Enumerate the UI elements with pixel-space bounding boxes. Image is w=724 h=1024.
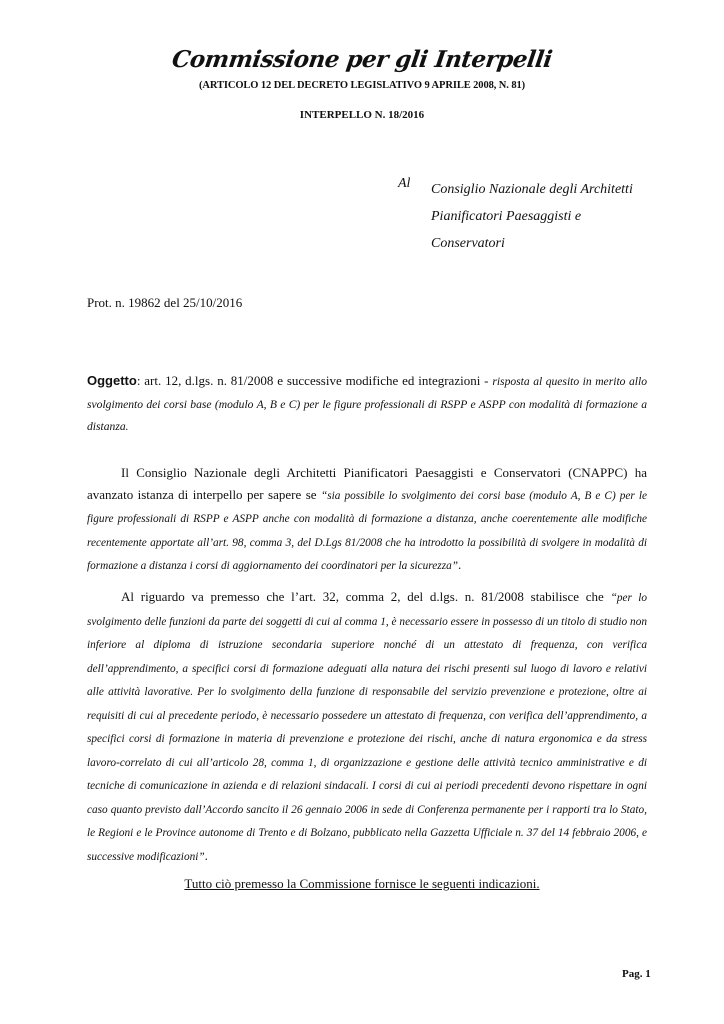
subject-plain: : art. 12, d.lgs. n. 81/2008 e successive modifiche ed integrazioni - bbox=[136, 373, 493, 388]
closing-statement: Tutto ciò premesso la Commissione fornisce le seguenti indicazioni. bbox=[184, 876, 540, 891]
decree-reference: (ARTICOLO 12 DEL DECRETO LEGISLATIVO 9 APRILE 2008, N. 81) bbox=[198, 80, 526, 91]
commission-title: Commissione per gli Interpelli bbox=[170, 46, 554, 73]
addressee-line: Consiglio Nazionale degli Architetti bbox=[431, 182, 633, 197]
paragraph2-quote: “per lo svolgimento delle funzioni da parte dei soggetti di cui al comma 1, è necessario essere in possesso di un titolo di studio non inferiore al diploma di istruzione secondaria superiore nonché di un attestato di frequenza, con verifica dell’apprendimento, a specifici corsi di formazione adeguati alla natura dei rischi presenti sul luogo di lavoro e relativi alle attività lavorative. Per lo svolgimento della funzione di responsabile del servizio prevenzione e protezione, oltre ai requisiti di cui al precedente periodo, è necessario possedere un attestato di frequenza, con verifica dell’apprendimento, a specifici corsi di formazione in materia di prevenzione e protezione dei rischi, anche di natura ergonomica e da stress lavoro-correlato di cui all’articolo 28, comma 1, di organizzazione e gestione delle attività tecnico amministrative e di tecniche di comunicazione in azienda e di relazioni sindacali. I corsi di cui ai periodi precedenti devono rispettare in ogni caso quanto previsto dall’Accordo sancito il 26 gennaio 2006 in sede di Conferenza permanente per i rapporti tra lo Stato, le Regioni e le Province autonome di Trento e di Bolzano, pubblicato nella Gazzetta Ufficiale n. 37 del 14 febbraio 2006, e successive modificazioni” bbox=[87, 592, 648, 863]
body-paragraph-2 bbox=[87, 586, 647, 868]
paragraph2-plain: Al riguardo va premesso che l’art. 32, comma 2, del d.lgs. n. 81/2008 stabilisce che bbox=[121, 589, 611, 604]
addressee-line: Pianificatori Paesaggisti e bbox=[431, 209, 582, 224]
subject-label: Oggetto bbox=[87, 373, 137, 388]
addressee-label: Al bbox=[398, 176, 411, 191]
paragraph1-plain: Il Consiglio Nazionale degli Architetti Pianificatori Paesaggisti e Conservatori (CNAPPC) ha avanzato istanza di interpello per sapere se bbox=[87, 465, 647, 502]
addressee-block bbox=[431, 176, 633, 257]
paragraph1-quote: “sia possibile lo svolgimento dei corsi base (modulo A, B e C) per le figure professionali di RSPP e ASPP anche con modalità di formazione a distanza, anche coerentemente alle modifiche recentemente apportate all’art. 98, comma 3, del D.Lgs 81/2008 che ha introdotto la possibilità di svolgere in modalità di formazione a distanza i corsi di aggiornamento dei coordinatori per la sicurezza” bbox=[87, 489, 647, 572]
subject-italic: risposta al quesito in merito allo svolgimento dei corsi base (modulo A, B e C) per le figure professionali di RSPP e ASPP con modalità di formazione a distanza. bbox=[87, 375, 647, 433]
paragraph2-end: . bbox=[204, 847, 208, 863]
addressee-line: Conservatori bbox=[431, 236, 505, 251]
subject-paragraph bbox=[87, 370, 647, 438]
page-number: Pag. 1 bbox=[622, 968, 651, 980]
protocol-number: Prot. n. 19862 del 25/10/2016 bbox=[87, 295, 243, 310]
body-paragraph-1 bbox=[87, 462, 647, 578]
interpello-number: INTERPELLO N. 18/2016 bbox=[299, 109, 425, 121]
paragraph1-end: . bbox=[458, 557, 462, 572]
